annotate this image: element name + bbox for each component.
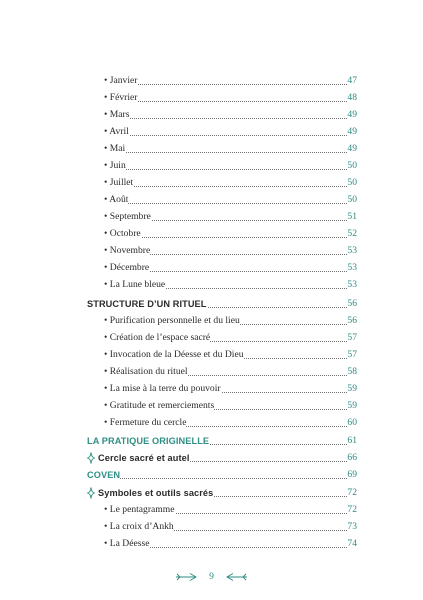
toc-entry[interactable]: [0, 244, 423, 258]
toc-page-number: 72: [347, 504, 357, 515]
toc-page-number: 50: [347, 177, 357, 188]
toc-page-number: 52: [347, 228, 357, 239]
toc-entry[interactable]: [0, 348, 423, 362]
toc-entry[interactable]: [0, 382, 423, 396]
dot-leader: [104, 169, 347, 170]
toc-entry-label: • Invocation de la Déesse et du Dieu: [104, 349, 244, 360]
toc-page-number: 50: [347, 194, 357, 205]
toc-entry-label: • Octobre: [104, 228, 141, 239]
toc-page-number: 73: [347, 521, 357, 532]
toc-entry[interactable]: [0, 193, 423, 207]
toc-section-label: STRUCTURE D’UN RITUEL: [87, 299, 207, 309]
toc-section-label: Cercle sacré et autel: [98, 453, 190, 463]
toc-entry-label: • Avril: [104, 126, 129, 137]
toc-entry-label: • Purification personnelle et du lieu: [104, 315, 240, 326]
toc-entry-label: • Le pentagramme: [104, 504, 175, 515]
sparkle-icon: [87, 452, 95, 464]
toc-entry-label: • Gratitude et remerciements: [104, 400, 215, 411]
toc-page-number: 61: [347, 435, 357, 446]
toc-entry-label: • Création de l’espace sacré: [104, 332, 211, 343]
toc-entry[interactable]: [0, 331, 423, 345]
toc-entry[interactable]: [0, 176, 423, 190]
toc-page-number: 47: [347, 75, 357, 86]
toc-page-number: 53: [347, 245, 357, 256]
toc-section-heading[interactable]: [0, 468, 423, 482]
toc-page-number: 57: [347, 349, 357, 360]
toc-page-number: 49: [347, 109, 357, 120]
toc-entry[interactable]: [0, 91, 423, 105]
toc-section-heading[interactable]: [0, 486, 423, 500]
toc-page-number: 58: [347, 366, 357, 377]
toc-page-number: 59: [347, 383, 357, 394]
dot-leader: [104, 186, 347, 187]
toc-entry[interactable]: [0, 125, 423, 139]
dot-leader: [104, 203, 347, 204]
toc-entry-label: • Novembre: [104, 245, 151, 256]
toc-entry[interactable]: [0, 159, 423, 173]
toc-entry[interactable]: [0, 537, 423, 551]
dot-leader: [87, 478, 347, 479]
toc-entry-label: • Janvier: [104, 75, 138, 86]
toc-page-number: 48: [347, 92, 357, 103]
toc-entry-label: • Fermeture du cercle: [104, 417, 187, 428]
toc-entry[interactable]: [0, 142, 423, 156]
toc-entry[interactable]: [0, 108, 423, 122]
page-footer: [0, 568, 423, 582]
toc-entry-label: • Juin: [104, 160, 126, 171]
toc-page-number: 66: [347, 452, 357, 463]
sparkle-icon: [87, 487, 95, 499]
toc-page-number: 56: [347, 298, 357, 309]
toc-entry-label: • Réalisation du rituel: [104, 366, 188, 377]
toc-page-number: 53: [347, 279, 357, 290]
toc-entry[interactable]: [0, 210, 423, 224]
dot-leader: [104, 84, 347, 85]
toc-entry[interactable]: [0, 365, 423, 379]
toc-page-number: 60: [347, 417, 357, 428]
dot-leader: [104, 135, 347, 136]
toc-entry[interactable]: [0, 399, 423, 413]
toc-section-heading[interactable]: [0, 297, 423, 311]
toc-entry[interactable]: [0, 227, 423, 241]
toc-page-number: 56: [347, 315, 357, 326]
toc-entry[interactable]: [0, 503, 423, 517]
toc-section-label: COVEN: [87, 470, 121, 480]
toc-page-number: 51: [347, 211, 357, 222]
toc-page-number: 49: [347, 126, 357, 137]
toc-entry-label: • Juillet: [104, 177, 134, 188]
toc-section-heading[interactable]: [0, 434, 423, 448]
toc-section-label: Symboles et outils sacrés: [98, 488, 214, 498]
page-number: 9: [209, 572, 214, 583]
toc-entry[interactable]: [0, 261, 423, 275]
toc-page-number: 50: [347, 160, 357, 171]
toc-entry-label: • La Lune bleue: [104, 279, 166, 290]
arrow-left-ornament-icon: [224, 572, 248, 582]
toc-entry[interactable]: [0, 74, 423, 88]
toc-entry-label: • La mise à la terre du pouvoir: [104, 383, 221, 394]
dot-leader: [104, 118, 347, 119]
toc-entry-label: • Mars: [104, 109, 130, 120]
arrow-right-ornament-icon: [175, 572, 199, 582]
toc-entry-label: • Mai: [104, 143, 126, 154]
toc-entry-label: • La croix d’Ankh: [104, 521, 174, 532]
toc-entry-label: • Août: [104, 194, 129, 205]
toc-entry[interactable]: [0, 520, 423, 534]
toc-entry[interactable]: [0, 278, 423, 292]
toc-page-number: 74: [347, 538, 357, 549]
dot-leader: [104, 152, 347, 153]
toc-page-number: 57: [347, 332, 357, 343]
dot-leader: [104, 101, 347, 102]
toc-entry-label: • Décembre: [104, 262, 150, 273]
toc-page-number: 49: [347, 143, 357, 154]
toc-page-number: 69: [347, 469, 357, 480]
toc-page-number: 72: [347, 487, 357, 498]
toc-entry[interactable]: [0, 314, 423, 328]
toc-page-number: 53: [347, 262, 357, 273]
toc-entry-label: • Septembre: [104, 211, 151, 222]
toc-entry[interactable]: [0, 416, 423, 430]
toc-section-label: LA PRATIQUE ORIGINELLE: [87, 436, 210, 446]
toc-entry-label: • Février: [104, 92, 138, 103]
toc-page-number: 59: [347, 400, 357, 411]
toc-entry-label: • La Déesse: [104, 538, 150, 549]
toc-section-heading[interactable]: [0, 451, 423, 465]
